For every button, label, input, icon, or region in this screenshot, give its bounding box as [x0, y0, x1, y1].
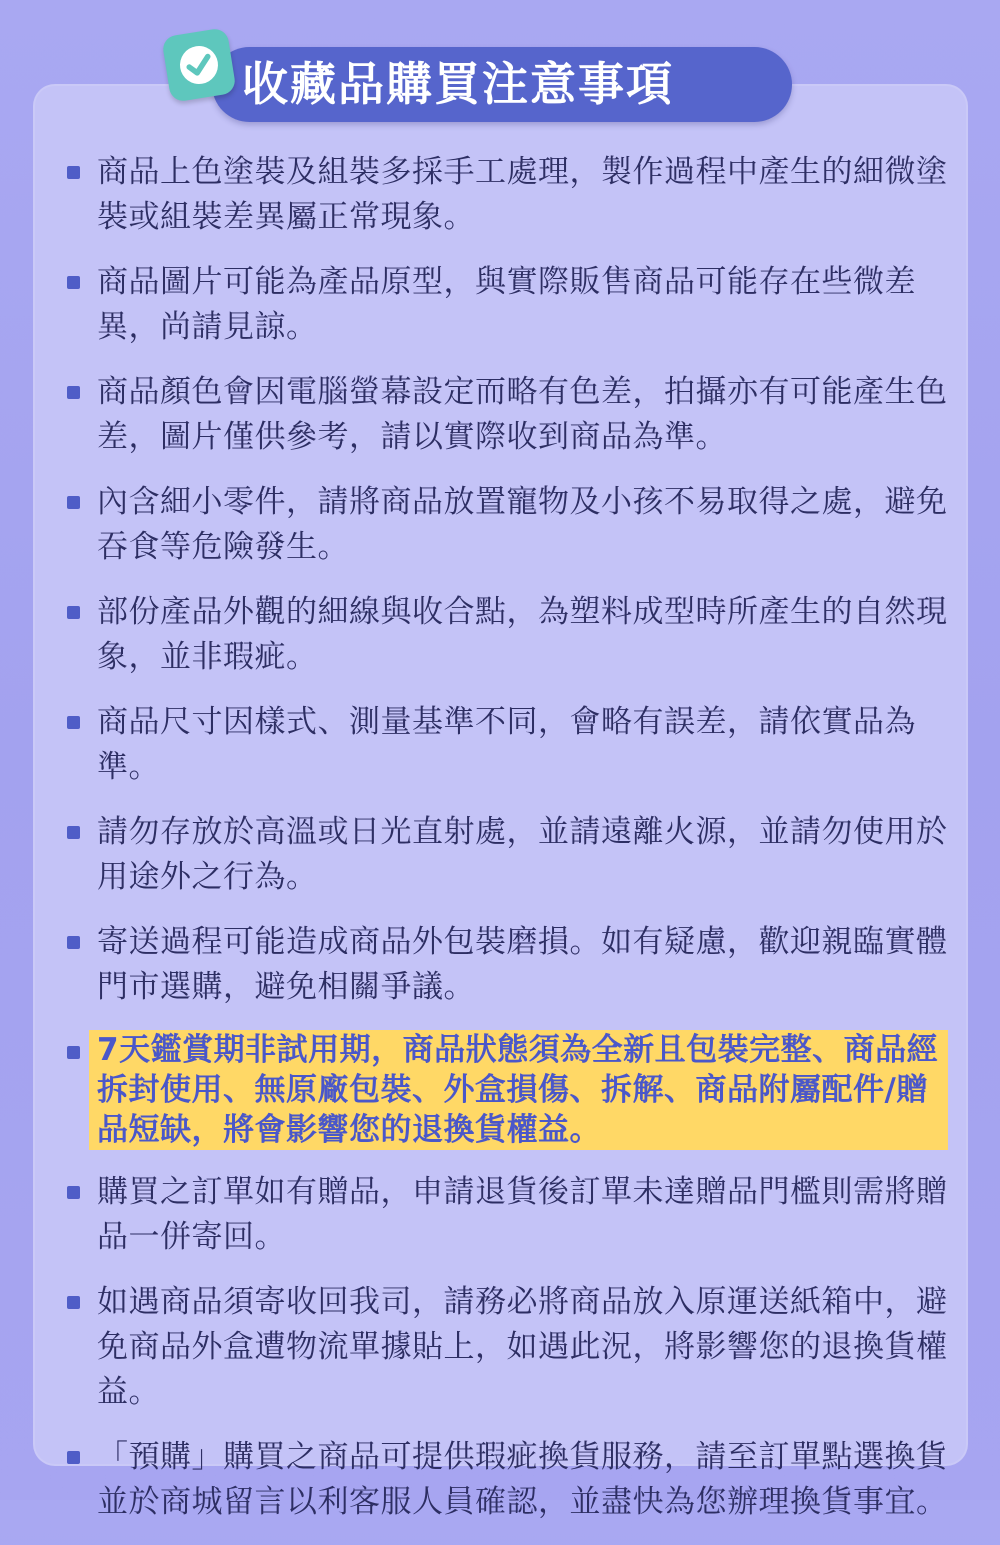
list-item: [58, 150, 948, 240]
list-item: [58, 1435, 948, 1525]
item-text: 購買之訂單如有贈品，申請退貨後訂單未達贈品門檻則需將贈品一併寄回。: [97, 1174, 948, 1255]
bullet-icon: [67, 166, 80, 179]
list-item: [58, 1170, 948, 1260]
bullet-icon: [67, 936, 80, 949]
bullet-icon: [67, 1296, 80, 1309]
page-title: 收藏品購買注意事項: [242, 57, 674, 111]
checkmark-badge: [161, 27, 237, 103]
item-text: 部份產品外觀的細線與收合點，為塑料成型時所產生的自然現象，並非瑕疵。: [97, 594, 948, 675]
bullet-icon: [67, 826, 80, 839]
bullet-icon: [67, 1451, 80, 1464]
list-item: [58, 480, 948, 570]
list-item: [58, 920, 948, 1010]
item-text: 「預購」購買之商品可提供瑕疵換貨服務，請至訂單點選換貨並於商城留言以利客服人員確認，並盡快為您辦理換貨事宜。: [97, 1439, 948, 1520]
list-item: [58, 590, 948, 680]
bullet-icon: [67, 606, 80, 619]
checkmark-icon: [176, 42, 222, 88]
bullet-icon: [67, 386, 80, 399]
bullet-icon: [67, 1186, 80, 1199]
notice-list: [58, 150, 948, 1545]
bullet-icon: [67, 276, 80, 289]
item-text: 商品圖片可能為產品原型，與實際販售商品可能存在些微差異，尚請見諒。: [97, 264, 916, 345]
item-text: 商品尺寸因樣式、測量基準不同，會略有誤差，請依實品為準。: [97, 704, 916, 785]
list-item: [58, 370, 948, 460]
bullet-icon: [67, 496, 80, 509]
highlighted-list-item: [58, 1030, 948, 1150]
list-item: [58, 1280, 948, 1415]
item-text: 商品上色塗裝及組裝多採手工處理，製作過程中產生的細微塗裝或組裝差異屬正常現象。: [97, 154, 948, 235]
list-item: [58, 700, 948, 790]
item-text: 內含細小零件，請將商品放置寵物及小孩不易取得之處，避免吞食等危險發生。: [97, 484, 948, 565]
bullet-icon: [67, 1046, 80, 1059]
item-text: 寄送過程可能造成商品外包裝磨損。如有疑慮，歡迎親臨實體門市選購，避免相關爭議。: [97, 924, 948, 1005]
item-text: 商品顏色會因電腦螢幕設定而略有色差，拍攝亦有可能產生色差，圖片僅供參考，請以實際收到商品為準。: [97, 374, 948, 455]
highlighted-item-text: 7天鑑賞期非試用期，商品狀態須為全新且包裝完整、商品經拆封使用、無原廠包裝、外盒損傷、拆解、商品附屬配件/贈品短缺，將會影響您的退換貨權益。: [89, 1030, 948, 1150]
list-item: [58, 810, 948, 900]
list-item: [58, 260, 948, 350]
item-text: 請勿存放於高溫或日光直射處，並請遠離火源，並請勿使用於用途外之行為。: [97, 814, 948, 895]
bullet-icon: [67, 716, 80, 729]
item-text: 如遇商品須寄收回我司，請務必將商品放入原運送紙箱中，避免商品外盒遭物流單據貼上，如遇此況，將影響您的退換貨權益。: [97, 1284, 948, 1410]
